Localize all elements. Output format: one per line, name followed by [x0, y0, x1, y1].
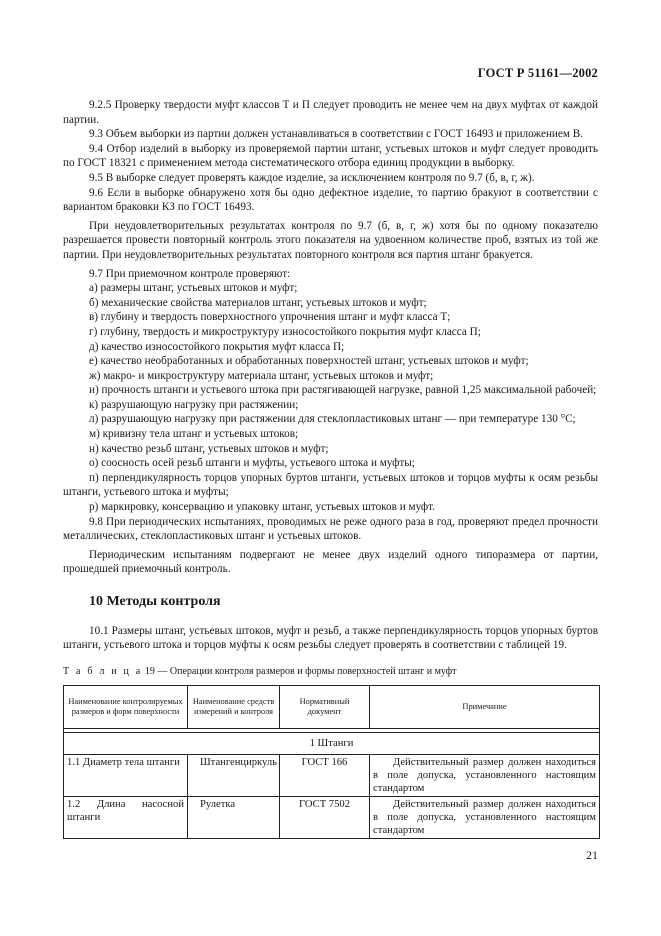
column-header: Наименование средств измерений и контроля: [188, 686, 280, 729]
page-content: [63, 98, 598, 839]
table-row: [64, 755, 600, 797]
list-item: р) маркировку, консервацию и упаковку штанг, устьевых штоков и муфт.: [89, 501, 435, 514]
cell-note: Действительный размер должен находиться в поле допуска, установленного настоящим стандартом: [370, 797, 600, 839]
list-item: а) размеры штанг, устьевых штоков и муфт;: [89, 282, 298, 295]
document-code: ГОСТ Р 51161—2002: [477, 66, 598, 80]
paragraph: 9.4 Отбор изделий в выборку из проверяемой партии штанг, устьевых штоков и муфт следует проводить по ГОСТ 18321 с применением метода систематического отбора единиц продукции в выборку.: [63, 142, 598, 170]
cell-tool: Штангенциркуль: [188, 755, 280, 797]
cell-tool: Рулетка: [188, 797, 280, 839]
list-item: н) качество резьб штанг, устьевых штоков и муфт;: [89, 442, 329, 455]
cell-doc: ГОСТ 166: [280, 755, 370, 797]
list-item: б) механические свойства материалов штанг, устьевых штоков и муфт;: [89, 296, 427, 309]
table-caption-text: 19 — Операции контроля размеров и формы поверхностей штанг и муфт: [144, 665, 457, 677]
list-item: и) прочность штанги и устьевого штока при растягивающей нагрузке, равной 1,25 максимальной рабочей;: [89, 384, 597, 397]
paragraph: 9.2.5 Проверку твердости муфт классов Т и П следует проводить не менее чем на двух муфтах от каждой партии.: [63, 99, 598, 126]
list-item: в) глубину и твердость поверхностного упрочнения штанг и муфт класса Т;: [89, 311, 451, 324]
table-header-row: [64, 686, 600, 729]
list-item: ж) макро- и микроструктуру материала штанг, устьевых штоков и муфт;: [89, 369, 434, 382]
paragraph: Периодическим испытаниям подвергают не менее двух изделий одного типоразмера от партии, прошедшей приемочный контроль.: [63, 548, 598, 576]
paragraph: 9.6 Если в выборке обнаружено хотя бы одно дефектное изделие, то партию бракуют в соответствии с вариантом браковки КЗ по ГОСТ 16493.: [63, 186, 598, 214]
paragraph: 9.7 При приемочном контроле проверяют:: [89, 267, 291, 280]
paragraph: 9.3 Объем выборки из партии должен устанавливаться в соответствии с ГОСТ 16493 и приложением В.: [89, 128, 584, 141]
column-header: Наименование контролируемых размеров и форм поверхности: [64, 686, 188, 729]
list-item: п) перпендикулярность торцов упорных буртов штанги, устьевых штоков и торцов муфты к осям резьбы штанги, устьевого штока и муфты;: [63, 471, 598, 499]
page-number: 21: [586, 848, 598, 862]
list-item: о) соосность осей резьб штанги и муфты, устьевого штока и муфты;: [89, 457, 415, 470]
list-item: г) глубину, твердость и микроструктуру износостойкого покрытия муфт класса П;: [89, 325, 481, 338]
table-caption: [63, 665, 598, 680]
control-operations-table: [63, 685, 600, 839]
cell-note: Действительный размер должен находиться в поле допуска, установленного настоящим стандартом: [370, 755, 600, 797]
list-item: к) разрушающую нагрузку при растяжении;: [89, 398, 299, 411]
paragraph: 9.8 При периодических испытаниях, проводимых не реже одного раза в год, проверяют предел прочности металлических, стеклопластиковых штанг и устьевых штоков.: [63, 515, 598, 543]
cell-name: 1.2 Длина насосной штанги: [64, 797, 188, 839]
paragraph: При неудовлетворительных результатах контроля по 9.7 (б, в, г, ж) хотя бы по одному показателю разрешается провести повторный контроль этого показателя на удвоенном количестве проб, взятых из той же партии. При неудовлетворительных результатах повторного контроля вся партия штанг бракуется.: [63, 219, 598, 261]
table-row: [64, 797, 600, 839]
section-heading: 10 Методы контроля: [89, 594, 221, 609]
cell-name: 1.1 Диаметр тела штанги: [64, 755, 188, 797]
column-header: Нормативный документ: [280, 686, 370, 729]
paragraph: 9.5 В выборке следует проверять каждое изделие, за исключением контроля по 9.7 (б, в, г, ж).: [89, 171, 535, 184]
list-item: м) кривизну тела штанг и устьевых штоков;: [89, 428, 299, 441]
list-item: д) качество износостойкого покрытия муфт класса П;: [89, 340, 345, 353]
acceptance-checklist: [63, 281, 598, 515]
cell-doc: ГОСТ 7502: [280, 797, 370, 839]
table-caption-label: Т а б л и ц а: [63, 665, 143, 677]
list-item: л) разрушающую нагрузку при растяжении для стеклопластиковых штанг — при температуре 130 °С;: [89, 413, 576, 426]
paragraph: 10.1 Размеры штанг, устьевых штоков, муфт и резьб, а также перпендикулярность торцов упорных буртов штанги, устьевого штока и торцов муфты к осям резьбы следует проверять в соответствии с таблицей 19.: [63, 624, 598, 652]
group-cell: 1 Штанги: [64, 733, 600, 755]
table-group-row: [64, 733, 600, 755]
column-header: Примечание: [370, 686, 600, 729]
list-item: е) качество необработанных и обработанных поверхностей штанг, устьевых штоков и муфт;: [89, 355, 529, 368]
